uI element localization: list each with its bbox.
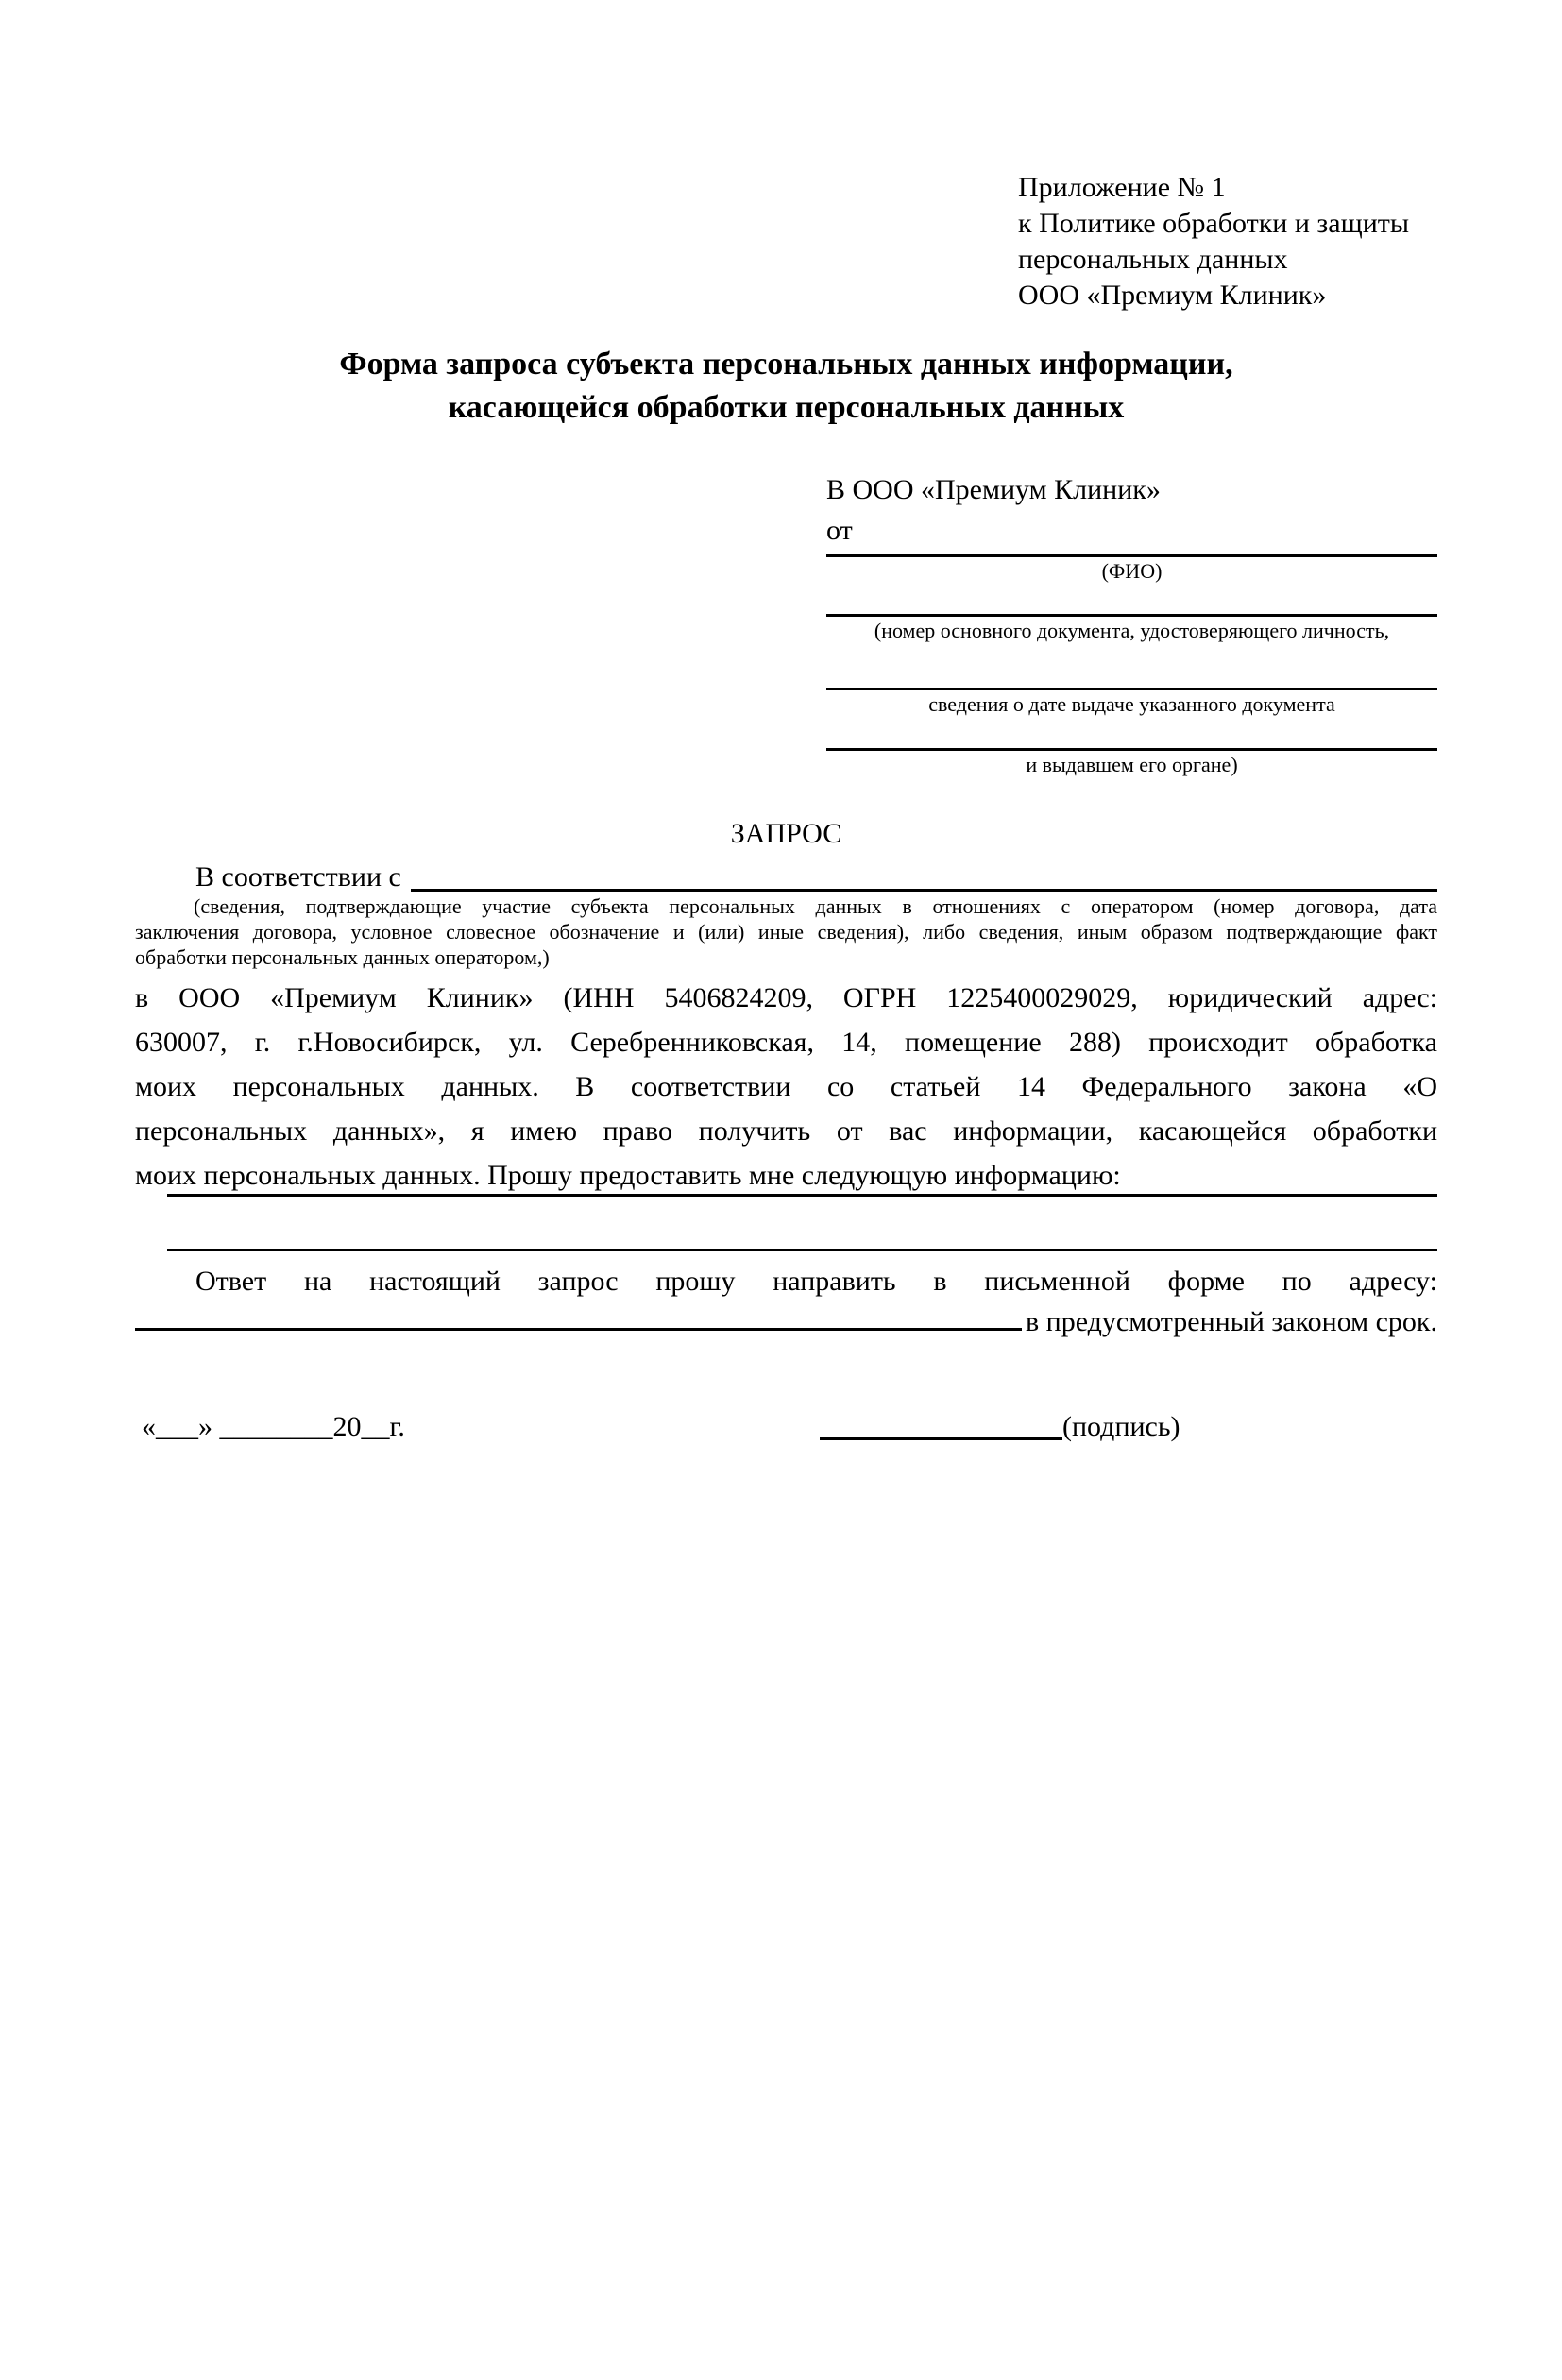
document-title — [135, 343, 1437, 430]
intro-caption — [135, 893, 1437, 970]
appendix-line: Приложение № 1 — [1018, 172, 1226, 203]
doc-date-caption: сведения о дате выдаче указанного документа — [928, 692, 1335, 716]
appendix-line: персональных данных — [1018, 244, 1288, 275]
fio-caption: (ФИО) — [1101, 559, 1163, 583]
addressee-block — [826, 469, 1437, 779]
request-heading: ЗАПРОС — [730, 818, 842, 849]
intro-line — [135, 861, 1437, 893]
title-line-1: Форма запроса субъекта персональных данных информации, — [339, 347, 1233, 382]
signature-caption: (подпись) — [1062, 1411, 1180, 1442]
signature-blank-line — [820, 1437, 1062, 1440]
intro-blank-line — [411, 889, 1437, 892]
addressee-to: В ООО «Премиум Клиник» — [826, 474, 1161, 505]
appendix-line: ООО «Премиум Клиник» — [1018, 280, 1327, 311]
reply-line-1: Ответ на настоящий запрос прошу направить в письменной форме по адресу: — [195, 1266, 1437, 1297]
signature-date: «___» ________20__г. — [142, 1411, 405, 1442]
body-line: моих персональных данных. В соответствии со статьей 14 Федерального закона «О — [135, 1071, 1437, 1102]
body-line: персональных данных», я имею право получить от вас информации, касающейся обработки — [135, 1115, 1437, 1147]
title-line-2: касающейся обработки персональных данных — [448, 390, 1125, 425]
signature-row — [135, 1408, 1437, 1457]
reply-suffix: в предусмотренный законом срок. — [1026, 1306, 1437, 1337]
doc-issuer-caption: и выдавшем его органе) — [1026, 753, 1238, 776]
intro-caption-line: заключения договора, условное словесное обозначение и (или) иные сведения), либо сведения, иным образом подтверждающие факт — [135, 920, 1437, 944]
reply-address-blank-line — [135, 1328, 1022, 1331]
intro-prefix: В соответствии с — [195, 861, 401, 892]
reply-paragraph — [135, 1259, 1437, 1341]
appendix-line: к Политике обработки и защиты — [1018, 208, 1410, 239]
reply-line-2 — [135, 1303, 1437, 1341]
body-line: 630007, г. г.Новосибирск, ул. Серебренниковская, 14, помещение 288) происходит обработка — [135, 1027, 1437, 1058]
body-paragraph — [135, 976, 1437, 1198]
appendix-block — [1018, 170, 1437, 314]
body-line: в ООО «Премиум Клиник» (ИНН 5406824209, ОГРН 1225400029029, юридический адрес: — [135, 982, 1437, 1013]
intro-caption-line: (сведения, подтверждающие участие субъекта персональных данных в отношениях с оператором (номер договора, дата — [194, 894, 1437, 918]
addressee-from-label: от — [826, 515, 853, 546]
doc-number-caption: (номер основного документа, удостоверяющего личность, — [874, 619, 1390, 642]
answer-blank-line-2 — [167, 1249, 1437, 1251]
intro-caption-line: обработки персональных данных оператором,) — [135, 945, 550, 969]
body-line: моих персональных данных. Прошу предоставить мне следующую информацию: — [135, 1160, 1121, 1191]
document-page — [0, 170, 1562, 2380]
